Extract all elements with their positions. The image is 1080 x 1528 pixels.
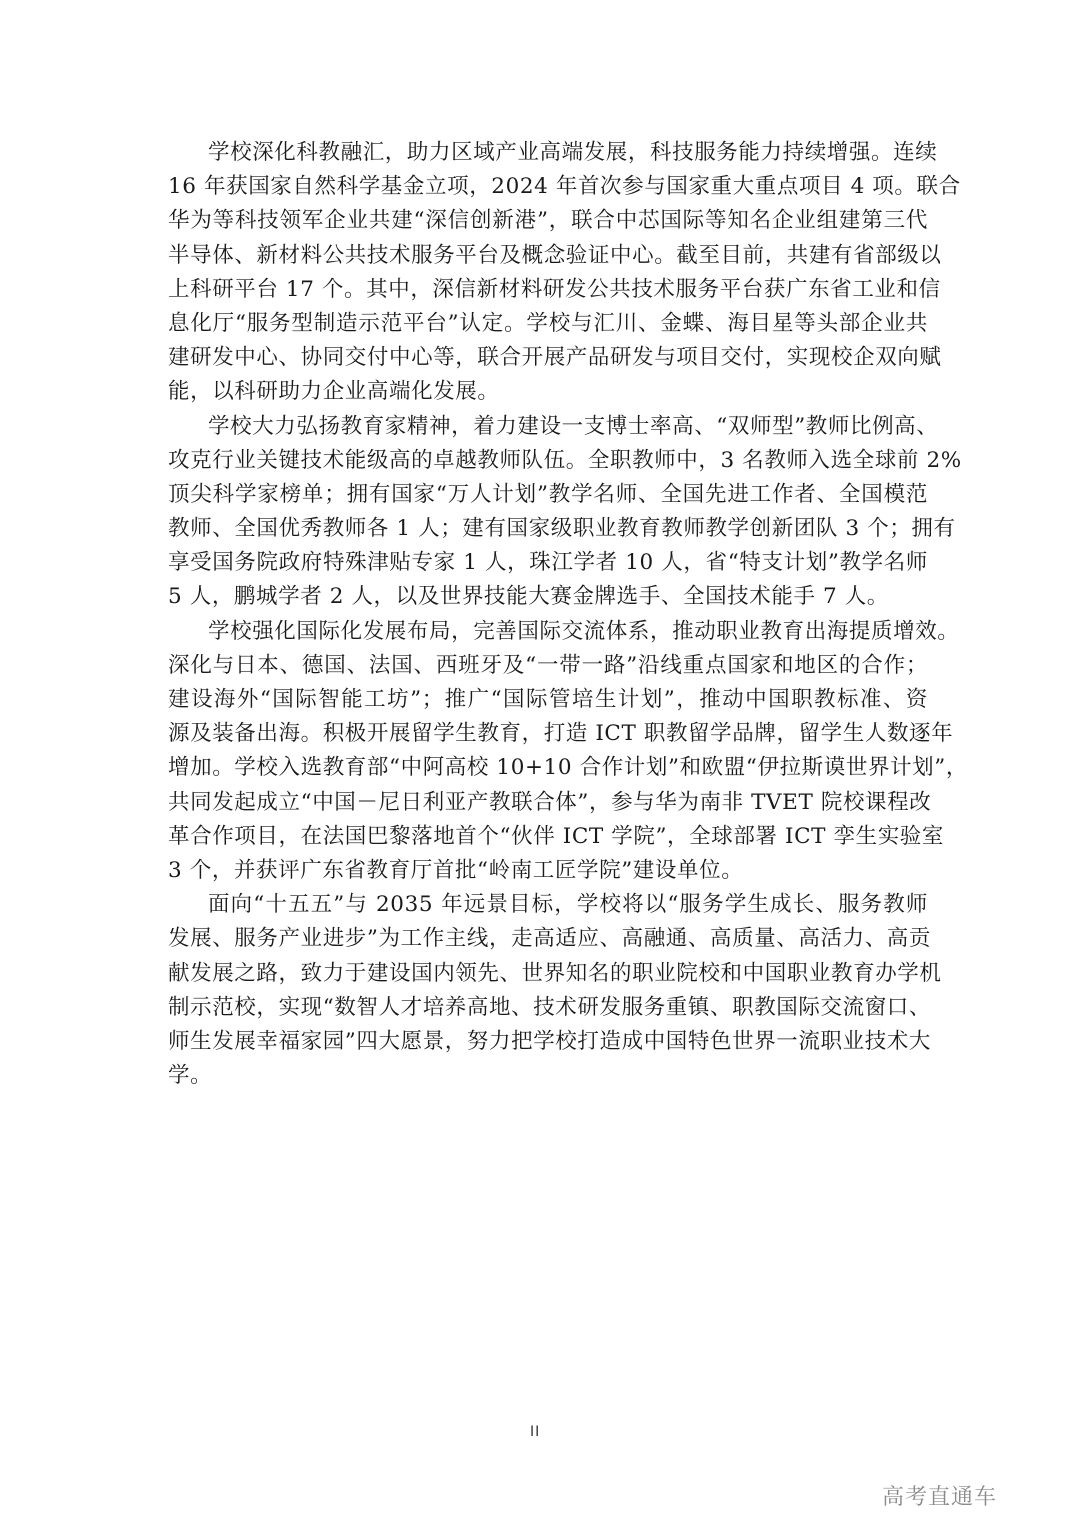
text-line: 享受国务院政府特殊津贴专家 1 人，珠江学者 10 人，省“特支计划”教学名师 — [168, 550, 928, 576]
text-line: 半导体、新材料公共技术服务平台及概念验证中心。截至目前，共建有省部级以 — [168, 242, 942, 268]
text-line: 建设海外“国际智能工坊”；推广“国际管培生计划”，推动中国职教标准、资 — [168, 687, 928, 712]
text-line: 学校深化科教融汇，助力区域产业高端发展，科技服务能力持续增强。连续 — [208, 140, 938, 165]
text-line: 教师、全国优秀教师各 1 人；建有国家级职业教育教师教学创新团队 3 个；拥有 — [168, 516, 956, 542]
document-page — [168, 136, 968, 1093]
text-line: 息化厅“服务型制造示范平台”认定。学校与汇川、金蝶、海目星等头部企业共 — [168, 310, 928, 336]
text-line: 16 年获国家自然科学基金立项，2024 年首次参与国家重大重点项目 4 项。联合 — [168, 174, 961, 200]
text-line: 献发展之路，致力于建设国内领先、世界知名的职业院校和中国职业教育办学机 — [168, 960, 942, 986]
paragraph-faculty — [168, 410, 962, 615]
text-line: 制示范校，实现“数智人才培养高地、技术研发服务重镇、职教国际交流窗口、 — [168, 994, 931, 1020]
paragraph-vision — [168, 888, 942, 1093]
page-number: II — [530, 1424, 541, 1440]
paragraph-international — [168, 615, 968, 889]
text-line: 学校大力弘扬教育家精神，着力建设一支博士率高、“双师型”教师比例高、 — [208, 413, 939, 439]
text-line: 能，以科研助力企业高端化发展。 — [168, 379, 500, 405]
text-line: 学。 — [168, 1063, 213, 1089]
watermark-text: 高考直通车 — [882, 1485, 998, 1510]
paragraph-research — [168, 136, 961, 410]
text-line: 建研发中心、协同交付中心等，联合开展产品研发与项目交付，实现校企双向赋 — [168, 345, 942, 371]
text-line: 攻克行业关键技术能级高的卓越教师队伍。全职教师中，3 名教师入选全球前 2% — [168, 447, 962, 473]
text-line: 发展、服务产业进步”为工作主线，走高适应、高融通、高质量、高活力、高贡 — [168, 926, 931, 952]
text-line: 师生发展幸福家园”四大愿景，努力把学校打造成中国特色世界一流职业技术大 — [168, 1028, 931, 1054]
text-line: 共同发起成立“中国－尼日利亚产教联合体”，参与华为南非 TVET 院校课程改 — [168, 789, 932, 815]
text-line: 学校强化国际化发展布局，完善国际交流体系，推动职业教育出海提质增效。 — [208, 618, 960, 644]
text-line: 顶尖科学家榜单；拥有国家“万人计划”教学名师、全国先进工作者、全国模范 — [168, 481, 928, 507]
text-line: 革合作项目，在法国巴黎落地首个“伙伴 ICT 学院”，全球部署 ICT 孪生实验室 — [168, 823, 944, 849]
text-line: 上科研平台 17 个。其中，深信新材料研发公共技术服务平台获广东省工业和信 — [168, 276, 941, 302]
text-line: 华为等科技领军企业共建“深信创新港”，联合中芯国际等知名企业组建第三代 — [168, 208, 928, 234]
text-line: 源及装备出海。积极开展留学生教育，打造 ICT 职教留学品牌，留学生人数逐年 — [168, 721, 954, 747]
text-line: 3 个，并获评广东省教育厅首批“岭南工匠学院”建设单位。 — [168, 857, 744, 883]
text-line: 5 人，鹏城学者 2 人，以及世界技能大赛金牌选手、全国技术能手 7 人。 — [168, 584, 889, 610]
text-line: 增加。学校入选教育部“中阿高校 10+10 合作计划”和欧盟“伊拉斯谟世界计划”， — [168, 755, 968, 781]
text-line: 深化与日本、德国、法国、西班牙及“一带一路”沿线重点国家和地区的合作； — [168, 652, 928, 678]
text-line: 面向“十五五”与 2035 年远景目标，学校将以“服务学生成长、服务教师 — [208, 892, 928, 918]
